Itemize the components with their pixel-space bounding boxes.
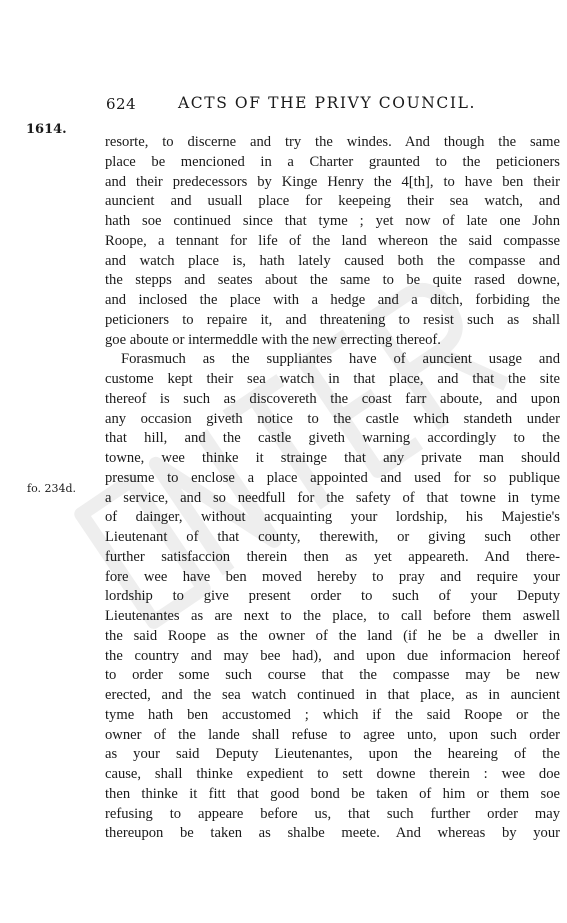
text-line: and inclosed the place with a hedge and a ditch, forbiding the (105, 292, 560, 308)
text-line-paragraph-end: goe aboute or intermeddle with the new errecting thereof. (105, 331, 441, 348)
margin-folio-reference: fo. 234d. (27, 482, 77, 495)
text-line: and their predecessors by Kinge Henry the 4[th], to have ben their (105, 173, 560, 190)
text-line: fore wee have ben moved hereby to pray and require your (105, 568, 560, 585)
text-line: tyme hath ben accustomed ; which if the said Roope or the (105, 706, 560, 723)
text-line: peticioners to repaire it, and threatening to resist such as shall (105, 311, 560, 328)
margin-year: 1614. (26, 122, 67, 137)
text-line: place be mencioned in a Charter graunted to the peticioners (105, 153, 560, 170)
text-line: then thinke it fitt that good bond be taken of him or them soe (105, 785, 560, 802)
text-line: to order some such course that the compasse may be new (105, 667, 560, 684)
text-line: resorte, to discerne and try the windes. And though the same (105, 134, 560, 150)
text-line: further satisfaccion therein then as yet appeareth. And there- (105, 548, 560, 565)
text-line: Lieutenant of that county, therewith, or giving such other (105, 529, 560, 545)
text-line: refusing to appeare before us, that such further order may (105, 805, 560, 822)
text-line: the country and may bee had), and upon due informacion hereof (105, 647, 560, 664)
text-line-paragraph-start: Forasmuch as the suppliantes have of auncient usage and (121, 351, 560, 368)
text-line: lordship to give present order to such of your Deputy (105, 588, 560, 605)
text-line: and watch place is, hath lately caused both the compasse and (105, 252, 560, 269)
running-head: ACTS OF THE PRIVY COUNCIL. (178, 94, 476, 112)
text-line: auncient and usuall place for keepeing their sea watch, and (105, 193, 560, 210)
body-text (105, 133, 560, 844)
text-line: towne, wee thinke it strainge that any private man should (105, 450, 560, 466)
text-line: cause, shall thinke expedient to sett downe therein : wee doe (105, 766, 560, 782)
text-line: thereupon be taken as shalbe meete. And whereas by your (105, 825, 560, 842)
text-line: a service, and so needfull for the safety of that towne in tyme (105, 489, 560, 506)
text-line: hath soe continued since that tyme ; yet now of late one John (105, 213, 560, 229)
text-line: of dainger, without acquainting your lordship, his Majestie's (105, 509, 560, 526)
text-line: Lieutenantes as are next to the place, to call before them aswell (105, 608, 560, 624)
text-line: thereof is such as discovereth the coast farr aboute, and upon (105, 390, 560, 407)
text-line: erected, and the sea watch continued in that place, as in auncient (105, 687, 560, 703)
text-line: the said Roope as the owner of the land (if he be a dweller in (105, 627, 560, 644)
text-line: that hill, and the castle giveth warning accordingly to the (105, 430, 560, 447)
text-line: presume to enclose a place appointed and used for so publique (105, 469, 560, 486)
text-line: Roope, a tennant for life of the land whereon the said compasse (105, 232, 560, 249)
text-line: owner of the lande shall refuse to agree unto, upon such order (105, 726, 560, 743)
text-line: the stepps and seates about the same to be quite rased downe, (105, 272, 560, 289)
text-line: custome kept their sea watch in that place, and that the site (105, 371, 560, 387)
page-number: 624 (106, 95, 137, 113)
text-line: any occasion giveth notice to the castle which standeth under (105, 410, 560, 427)
text-line: as your said Deputy Lieutenantes, upon the heareing of the (105, 746, 560, 763)
